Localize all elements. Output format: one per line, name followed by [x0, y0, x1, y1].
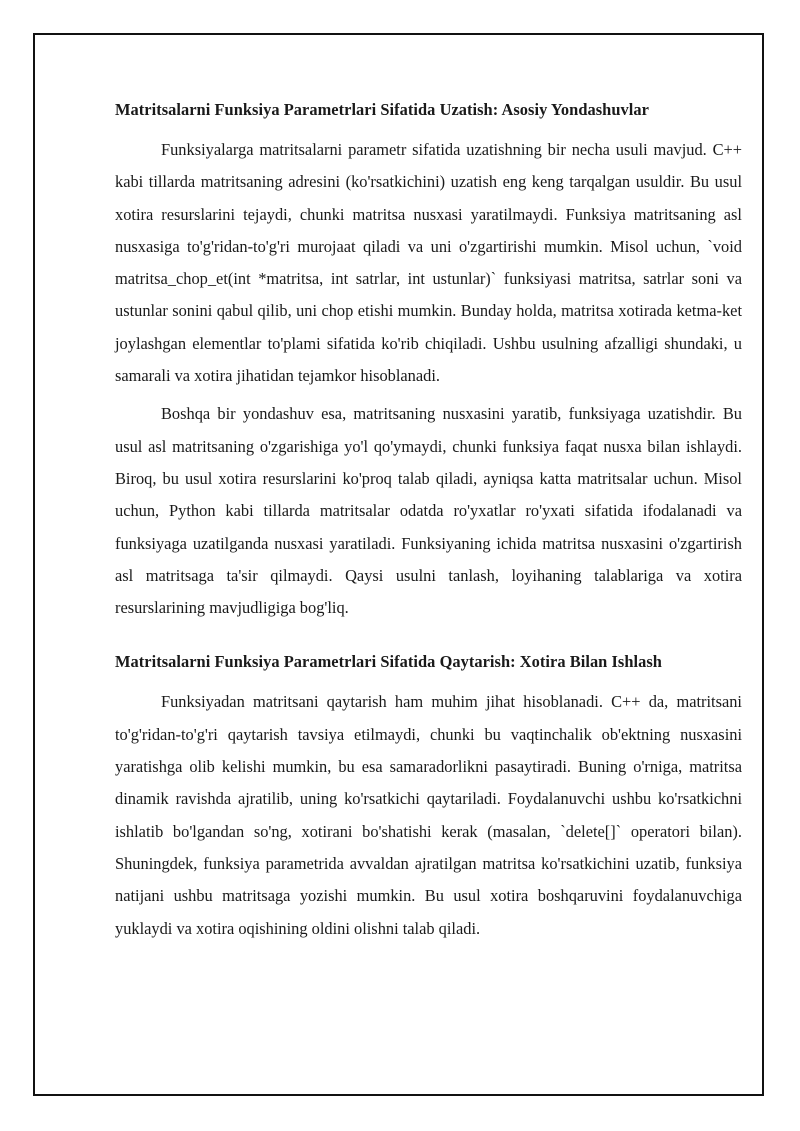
section-heading: Matritsalarni Funksiya Parametrlari Sifatida Uzatish: Asosiy Yondashuvlar: [115, 100, 649, 119]
body-paragraph: Funksiyadan matritsani qaytarish ham muhim jihat hisoblanadi. C++ da, matritsani to'g'ridan-to'g'ri qaytarish tavsiya etilmaydi, chunki bu vaqtinchalik ob'ektning nusxasini yaratishga olib kelishi mumkin, bu esa samaradorlikni pasaytiradi. Buning o'rniga, matritsa dinamik ravishda ajratilib, uning ko'rsatkichi qaytariladi. Foydalanuvchi ushbu ko'rsatkichni ishlatib bo'lgandan so'ng, xotirani bo'shatishi kerak (masalan, `delete[]` operatori bilan). Shuningdek, funksiya parametrida avvaldan ajratilgan matritsa ko'rsatkichini uzatib, funksiya natijani ushbu matritsaga yozishi mumkin. Bu usul xotira boshqaruvini foydalanuvchiga yuklaydi va xotira oqishining oldini olishni talab qiladi.: [115, 692, 742, 938]
section-heading: Matritsalarni Funksiya Parametrlari Sifatida Qaytarish: Xotira Bilan Ishlash: [115, 652, 662, 672]
document-body: [115, 98, 742, 951]
body-paragraph: Funksiyalarga matritsalarni parametr sifatida uzatishning bir necha usuli mavjud. C++ kabi tillarda matritsaning adresini (ko'rsatkichini) uzatish eng keng tarqalgan usuldir. Bu usul xotira resurslarini tejaydi, chunki matritsa nusxasi yaratilmaydi. Funksiya matritsaning asl nusxasiga to'g'ridan-to'g'ri murojaat qiladi va uni o'zgartirishi mumkin. Misol uchun, `void matritsa_chop_et(int *matritsa, int satrlar, int ustunlar)` funksiyasi matritsa, satrlar soni va ustunlar sonini qabul qilib, uni chop etishi mumkin. Bunday holda, matritsa xotirada ketma-ket joylashgan elementlar to'plami sifatida ko'rib chiqiladi. Ushbu usulning afzalligi shundaki, u samarali va xotira jihatidan tejamkor hisoblanadi.: [115, 140, 742, 386]
body-paragraph: Boshqa bir yondashuv esa, matritsaning nusxasini yaratib, funksiyaga uzatishdir. Bu usul asl matritsaning o'zgarishiga yo'l qo'ymaydi, chunki funksiya faqat nusxa bilan ishlaydi. Biroq, bu usul xotira resurslarini ko'proq talab qiladi, ayniqsa katta matritsalar uchun. Misol uchun, Python kabi tillarda matritsalar odatda ro'yxatlar ro'yxati sifatida ifodalanadi va funksiyaga uzatilganda nusxasi yaratiladi. Funksiyaning ichida matritsa nusxasini o'zgartirish asl matritsaga ta'sir qilmaydi. Qaysi usulni tanlash, loyihaning talablariga va xotira resurslarining mavjudligiga bog'liq.: [115, 404, 742, 618]
section-returning-matrices: [115, 650, 742, 944]
section-passing-matrices: [115, 98, 742, 624]
